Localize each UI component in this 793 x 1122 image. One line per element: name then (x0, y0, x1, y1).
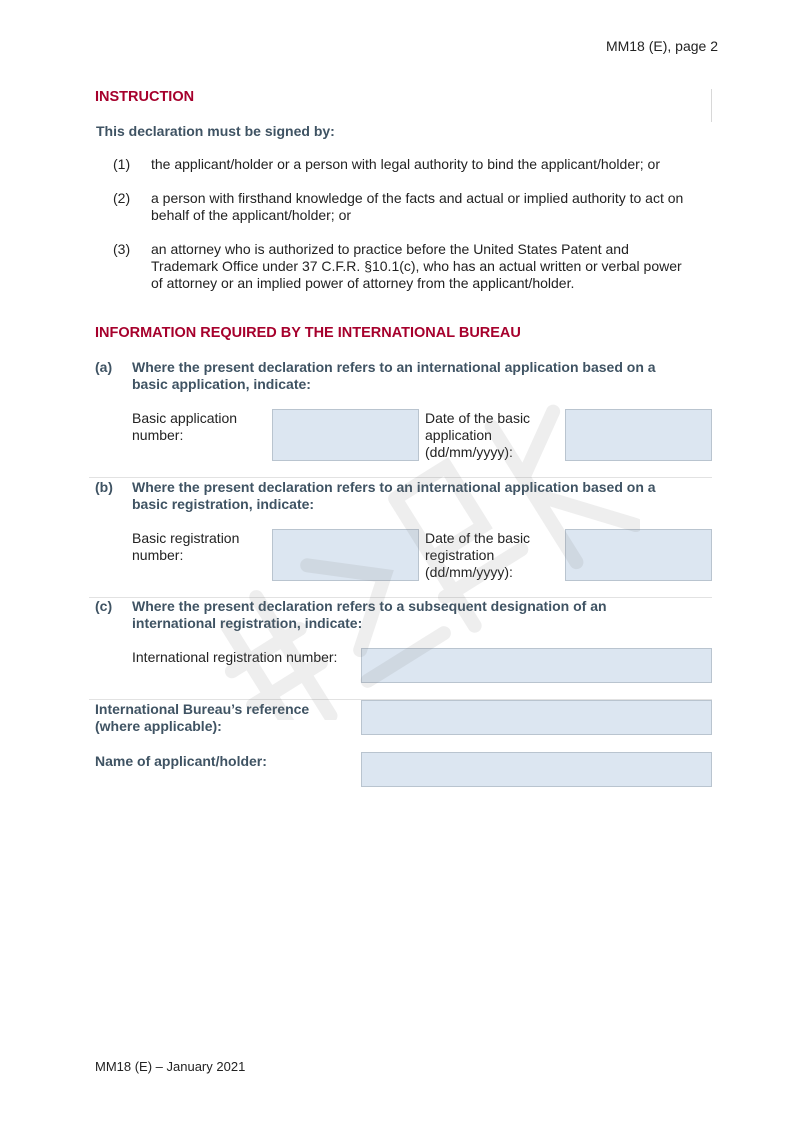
list-number-3: (3) (113, 241, 131, 257)
applicant-name-label: Name of applicant/holder: (95, 753, 267, 769)
section-c-letter: (c) (95, 598, 113, 614)
list-item-1: the applicant/holder or a person with legal authority to bind the applicant/holder; or (151, 156, 660, 172)
instruction-intro: This declaration must be signed by: (96, 123, 335, 139)
list-number-2: (2) (113, 190, 131, 206)
section-c-text: Where the present declaration refers to a subsequent designation of an international registration, indicate: (132, 598, 607, 631)
info-heading: INFORMATION REQUIRED BY THE INTERNATIONAL BUREAU (95, 325, 521, 341)
list-item-2: a person with firsthand knowledge of the facts and actual or implied authority to act on behalf of the applicant/holder; or (151, 190, 684, 223)
page-reference: MM18 (E), page 2 (605, 38, 718, 54)
footer-text: MM18 (E) – January 2021 (95, 1059, 246, 1074)
watermark-graphic (180, 400, 640, 720)
basic-application-date-label: Date of the basic application (dd/mm/yyyy): (425, 410, 531, 460)
basic-registration-date-label: Date of the basic registration (dd/mm/yyyy): (425, 530, 531, 580)
section-a-letter: (a) (95, 359, 113, 375)
section-b-text: Where the present declaration refers to an international application based on a basic registration, indicate: (132, 479, 656, 512)
basic-registration-number-label: Basic registration number: (132, 530, 240, 563)
basic-application-number-label: Basic application number: (132, 410, 238, 443)
section-a-text: Where the present declaration refers to an international application based on a basic application, indicate: (132, 359, 656, 392)
instruction-heading: INSTRUCTION (95, 89, 195, 105)
list-item-3: an attorney who is authorized to practice before the United States Patent and Trademark Office under 37 C.F.R. §10.1(c), who has an actual written or verbal power of attorney or an implied power of attorney from the applicant/holder. (151, 241, 682, 291)
list-number-1: (1) (113, 156, 131, 172)
section-b-letter: (b) (95, 479, 113, 495)
applicant-name-field[interactable] (361, 752, 712, 787)
ib-reference-label: International Bureau’s reference (where applicable): (95, 701, 310, 734)
margin-line (711, 89, 712, 122)
international-registration-number-label: International registration number: (132, 649, 338, 665)
